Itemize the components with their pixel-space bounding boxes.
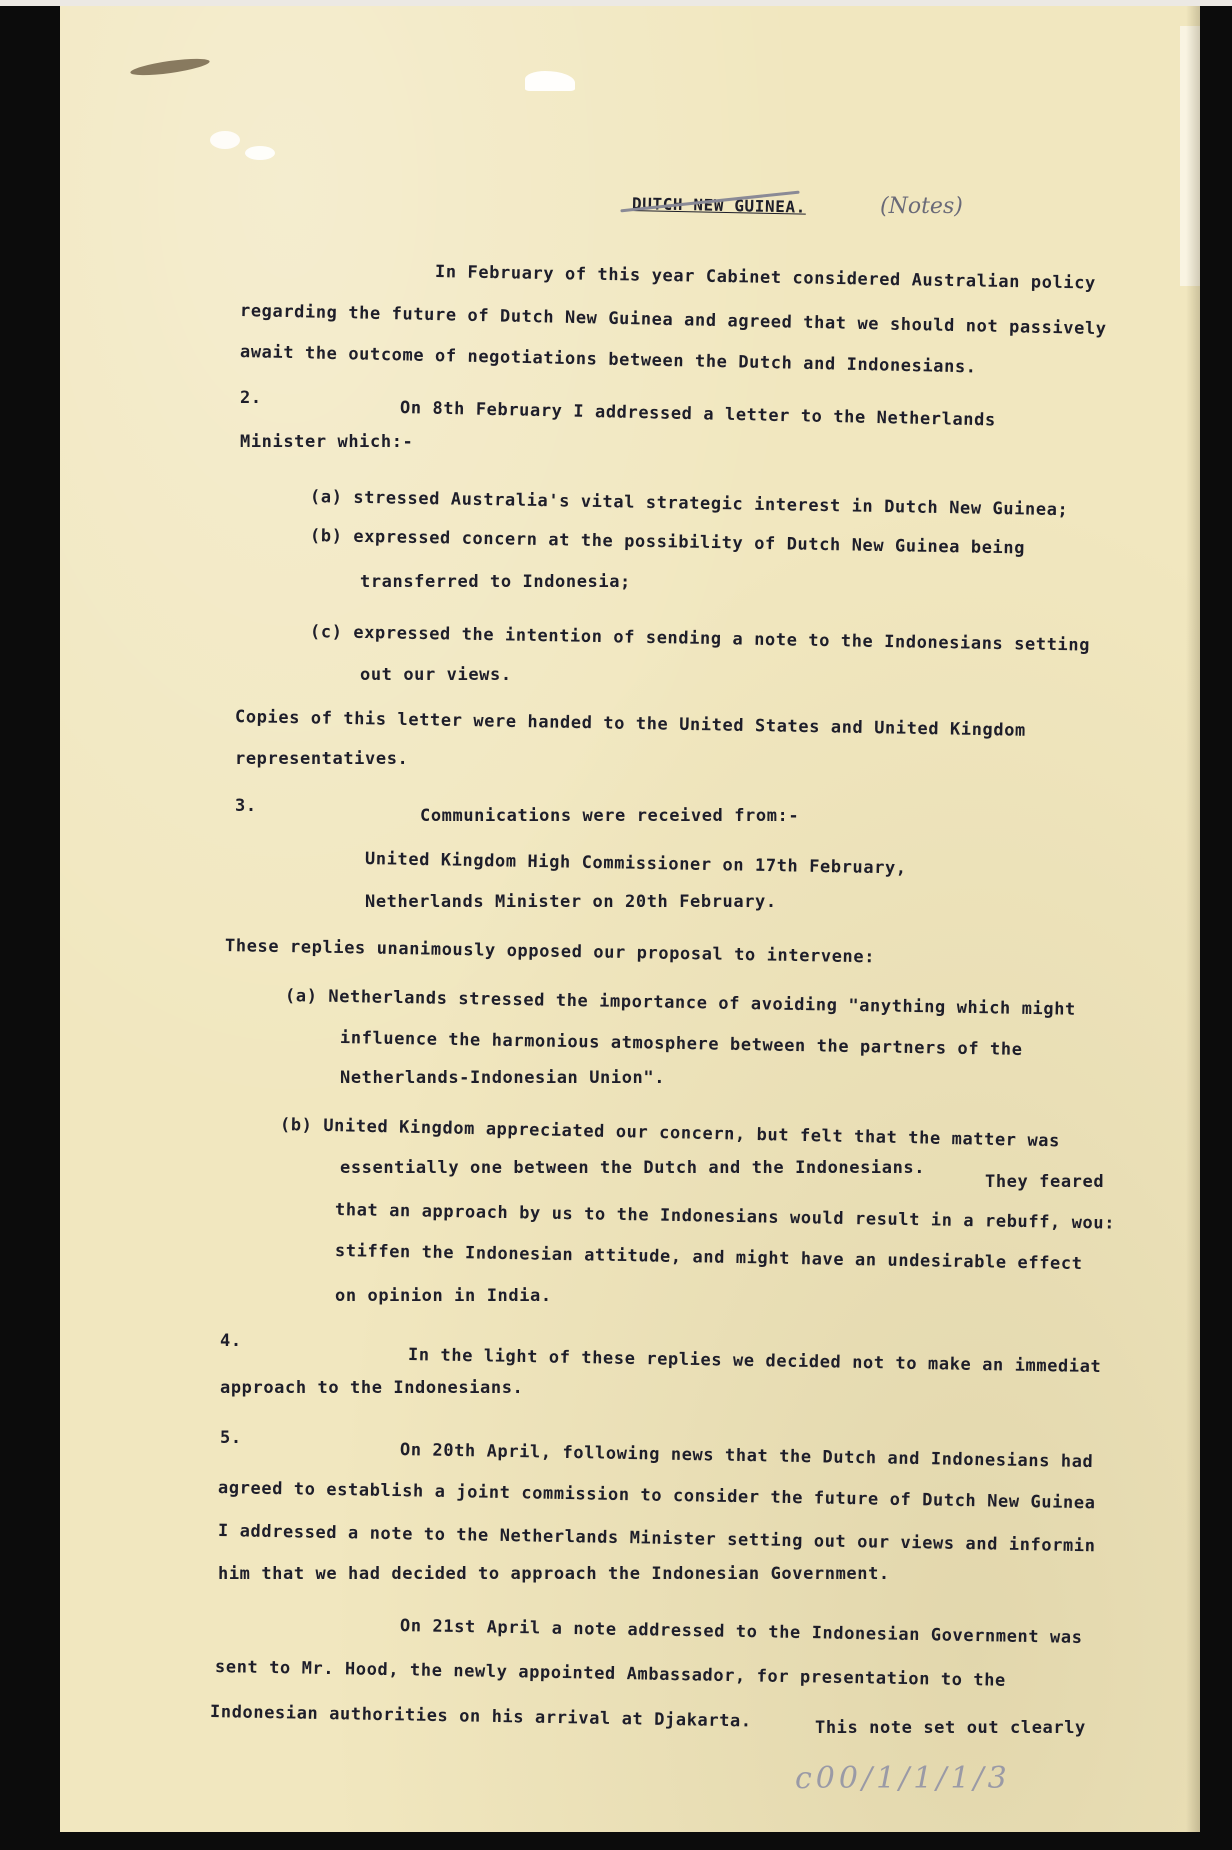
text-line: This note set out clearly xyxy=(815,1718,1086,1738)
text-line: Minister which:- xyxy=(240,432,414,452)
text-line: In February of this year Cabinet considered Australian policy xyxy=(434,262,1097,294)
text-line: stiffen the Indonesian attitude, and might have an undesirable effect xyxy=(334,1241,1083,1275)
text-line: Copies of this letter were handed to the United States and United Kingdom xyxy=(234,707,1027,741)
text-line: Communications were received from:- xyxy=(420,806,800,826)
text-line: These replies unanimously opposed our proposal to intervene: xyxy=(224,936,876,968)
text-line: representatives. xyxy=(235,749,409,769)
text-line: await the outcome of negotiations between the Dutch and Indonesians. xyxy=(239,342,977,378)
text-line: sent to Mr. Hood, the newly appointed Ambassador, for presentation to the xyxy=(214,1657,1007,1691)
text-line: Netherlands Minister on 20th February. xyxy=(365,892,777,912)
text-line: agreed to establish a joint commission to consider the future of Dutch New Guinea xyxy=(217,1478,1096,1514)
paragraph-number: 5. xyxy=(220,1428,242,1448)
text-line: him that we had decided to approach the Indonesian Government. xyxy=(218,1564,890,1584)
paragraph-number: 3. xyxy=(235,796,257,816)
text-line: transferred to Indonesia; xyxy=(360,572,631,592)
paper-tear xyxy=(525,71,575,91)
paper-stain xyxy=(130,55,211,78)
paper-stain xyxy=(210,131,240,149)
paper-stain xyxy=(245,146,275,160)
text-line: influence the harmonious atmosphere between the partners of the xyxy=(339,1028,1023,1060)
text-line: I addressed a note to the Netherlands Minister setting out our views and informin xyxy=(217,1521,1096,1557)
list-item: (a) Netherlands stressed the importance of avoiding "anything which might xyxy=(284,986,1077,1020)
text-line: They feared xyxy=(985,1172,1105,1192)
paragraph-number: 2. xyxy=(240,388,262,408)
text-line: Netherlands-Indonesian Union". xyxy=(340,1068,666,1088)
text-line: United Kingdom High Commissioner on 17th February, xyxy=(364,849,907,879)
text-line: on opinion in India. xyxy=(335,1286,552,1306)
document-page xyxy=(60,6,1200,1832)
text-line: In the light of these replies we decided not to make an immediat xyxy=(407,1345,1102,1378)
text-line: approach to the Indonesians. xyxy=(220,1378,524,1398)
text-line: Indonesian authorities on his arrival at Djakarta. xyxy=(209,1702,752,1732)
list-item: (c) expressed the intention of sending a note to the Indonesians setting xyxy=(309,622,1091,656)
list-item: (b) United Kingdom appreciated our concern, but felt that the matter was xyxy=(279,1115,1061,1152)
text-line: regarding the future of Dutch New Guinea and agreed that we should not passively xyxy=(239,301,1107,340)
text-line: On 20th April, following news that the Dutch and Indonesians had xyxy=(399,1440,1094,1473)
handwritten-note: (Notes) xyxy=(880,194,963,219)
archive-reference-handwritten: c00/1/1/1/3 xyxy=(795,1761,1011,1796)
text-line: essentially one between the Dutch and the Indonesians. xyxy=(340,1158,926,1178)
list-item: (a) stressed Australia's vital strategic interest in Dutch New Guinea; xyxy=(309,487,1069,521)
paragraph-number: 4. xyxy=(220,1331,242,1351)
text-line: On 21st April a note addressed to the Indonesian Government was xyxy=(399,1616,1083,1648)
text-line: out our views. xyxy=(360,665,512,685)
paper-highlight xyxy=(1180,26,1200,286)
document-title: DUTCH NEW GUINEA. xyxy=(631,194,807,217)
text-line: On 8th February I addressed a letter to the Netherlands xyxy=(399,398,997,431)
list-item: (b) expressed concern at the possibility of Dutch New Guinea being xyxy=(309,526,1026,559)
text-line: that an approach by us to the Indonesians would result in a rebuff, wou: xyxy=(334,1200,1116,1234)
